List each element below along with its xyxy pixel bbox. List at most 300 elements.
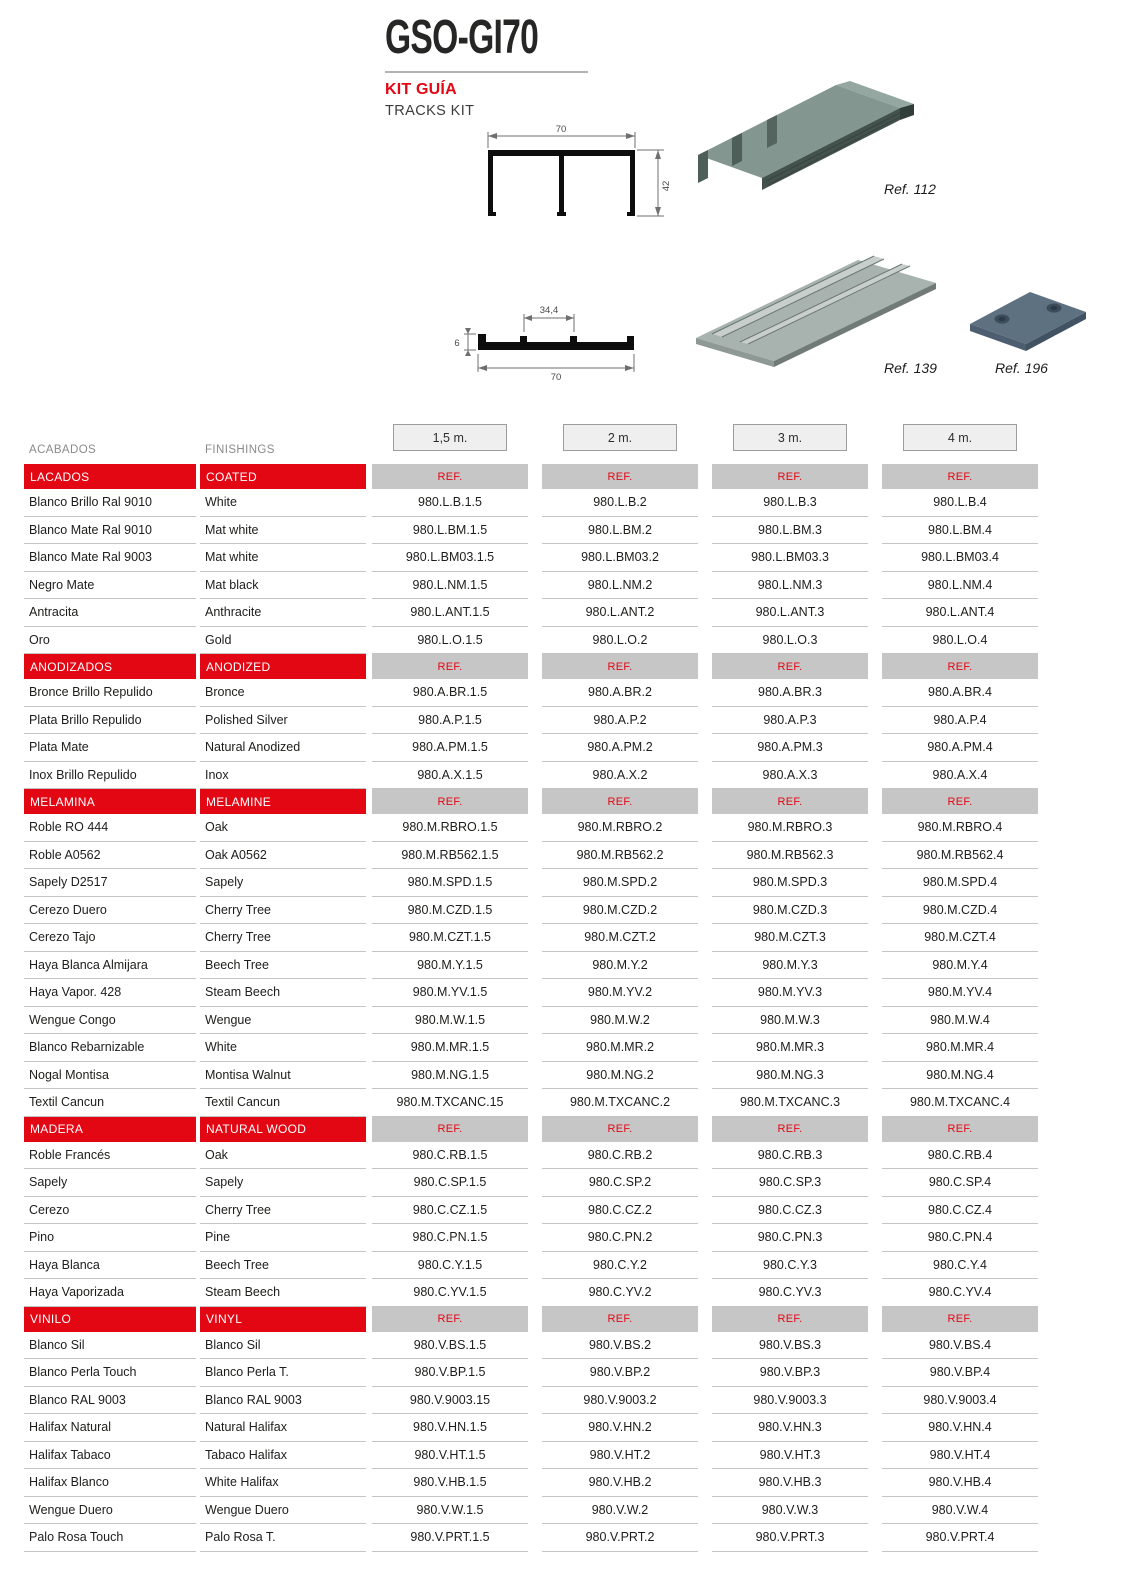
ref-column-header: REF. — [882, 464, 1038, 489]
ref-value: 980.C.PN.2 — [542, 1224, 698, 1252]
gap — [868, 489, 882, 517]
ref-value: 980.C.YV.3 — [712, 1279, 868, 1307]
ref-value: 980.V.9003.15 — [372, 1387, 528, 1415]
gap — [528, 572, 542, 600]
ref-value: 980.M.W.2 — [542, 1007, 698, 1035]
section-name-en: MELAMINE — [200, 789, 366, 814]
gap — [528, 1169, 542, 1197]
finish-name-en: Blanco Perla T. — [200, 1359, 366, 1387]
ref-value: 980.C.PN.3 — [712, 1224, 868, 1252]
ref-value: 980.M.CZT.4 — [882, 924, 1038, 952]
gap — [868, 627, 882, 655]
ref-value: 980.V.HB.2 — [542, 1469, 698, 1497]
dim-height: 6 — [454, 338, 460, 349]
finish-name-en: White — [200, 489, 366, 517]
gap — [868, 869, 882, 897]
ref-value: 980.M.Y.1.5 — [372, 952, 528, 980]
finish-row-negro-mate — [24, 572, 1038, 600]
page-title: GSO-GI70 — [385, 11, 539, 64]
dim-width-70: 70 — [555, 124, 567, 135]
gap — [528, 654, 542, 679]
gap — [528, 814, 542, 842]
finish-row-textil-cancun — [24, 1089, 1038, 1117]
finish-name-en: Gold — [200, 627, 366, 655]
finish-name-es: Halifax Natural — [24, 1414, 196, 1442]
finish-name-es: Nogal Montisa — [24, 1062, 196, 1090]
ref-value: 980.V.BP.1.5 — [372, 1359, 528, 1387]
ref-value: 980.C.Y.3 — [712, 1252, 868, 1280]
ref-value: 980.C.SP.4 — [882, 1169, 1038, 1197]
ref-value: 980.C.YV.4 — [882, 1279, 1038, 1307]
ref-column-header: REF. — [882, 654, 1038, 679]
gap — [698, 1197, 712, 1225]
gap — [528, 1442, 542, 1470]
finish-name-en: Oak — [200, 814, 366, 842]
gap — [528, 1142, 542, 1170]
gap — [868, 1497, 882, 1525]
ref-value: 980.M.SPD.4 — [882, 869, 1038, 897]
finish-name-es: Cerezo Tajo — [24, 924, 196, 952]
finish-name-es: Sapely — [24, 1169, 196, 1197]
gap — [528, 707, 542, 735]
ref-value: 980.V.PRT.2 — [542, 1524, 698, 1552]
ref-value: 980.M.NG.3 — [712, 1062, 868, 1090]
finish-name-es: Plata Mate — [24, 734, 196, 762]
ref-column-header: REF. — [542, 1307, 698, 1332]
gap — [698, 464, 712, 489]
gap — [868, 1252, 882, 1280]
ref-value: 980.C.RB.3 — [712, 1142, 868, 1170]
finish-row-pino — [24, 1224, 1038, 1252]
gap — [698, 679, 712, 707]
ref-value: 980.L.BM.2 — [542, 517, 698, 545]
gap — [868, 1524, 882, 1552]
gap — [698, 1224, 712, 1252]
gap — [528, 1414, 542, 1442]
gap — [528, 734, 542, 762]
gap — [528, 869, 542, 897]
subtitle-english: TRACKS KIT — [385, 103, 475, 119]
ref-value: 980.C.YV.2 — [542, 1279, 698, 1307]
gap — [698, 1524, 712, 1552]
ref-column-header: REF. — [372, 654, 528, 679]
ref-value: 980.C.SP.2 — [542, 1169, 698, 1197]
ref-value: 980.M.RB562.4 — [882, 842, 1038, 870]
ref-value: 980.L.ANT.1.5 — [372, 599, 528, 627]
ref-value: 980.L.BM.4 — [882, 517, 1038, 545]
finish-row-oro — [24, 627, 1038, 655]
gap — [868, 1359, 882, 1387]
render-label-ref-112: Ref. 112 — [884, 181, 936, 197]
finish-row-blanco-ral-9003 — [24, 1387, 1038, 1415]
ref-value: 980.A.X.1.5 — [372, 762, 528, 790]
finish-row-halifax-natural — [24, 1414, 1038, 1442]
ref-value: 980.V.9003.3 — [712, 1387, 868, 1415]
finish-name-en: Mat white — [200, 517, 366, 545]
gap — [528, 952, 542, 980]
ref-value: 980.V.BP.2 — [542, 1359, 698, 1387]
ref-value: 980.C.CZ.2 — [542, 1197, 698, 1225]
finish-name-en: Tabaco Halifax — [200, 1442, 366, 1470]
finish-name-en: Natural Anodized — [200, 734, 366, 762]
ref-value: 980.M.Y.2 — [542, 952, 698, 980]
ref-value: 980.L.BM03.3 — [712, 544, 868, 572]
ref-value: 980.M.TXCANC.15 — [372, 1089, 528, 1117]
ref-value: 980.V.BS.1.5 — [372, 1332, 528, 1360]
finish-name-en: Beech Tree — [200, 1252, 366, 1280]
ref-value: 980.V.HT.3 — [712, 1442, 868, 1470]
gap — [868, 1332, 882, 1360]
ref-column-header: REF. — [712, 789, 868, 814]
ref-column-header: REF. — [372, 1307, 528, 1332]
gap — [528, 1062, 542, 1090]
ref-value: 980.V.BP.4 — [882, 1359, 1038, 1387]
top-track-profile-drawing — [466, 120, 676, 230]
finish-name-en: Sapely — [200, 1169, 366, 1197]
gap — [528, 1387, 542, 1415]
title-divider — [385, 71, 588, 73]
finish-row-haya-blanca — [24, 1252, 1038, 1280]
gap — [698, 979, 712, 1007]
ref-value: 980.L.NM.3 — [712, 572, 868, 600]
gap — [528, 599, 542, 627]
finish-name-es: Halifax Tabaco — [24, 1442, 196, 1470]
ref-column-header: REF. — [542, 1117, 698, 1142]
ref-value: 980.M.CZD.4 — [882, 897, 1038, 925]
section-name-en: NATURAL WOOD — [200, 1117, 366, 1142]
finish-name-en: Pine — [200, 1224, 366, 1252]
finish-name-en: Oak A0562 — [200, 842, 366, 870]
ref-column-header: REF. — [542, 464, 698, 489]
finish-row-wengue-congo — [24, 1007, 1038, 1035]
ref-column-header: REF. — [882, 789, 1038, 814]
ref-value: 980.M.YV.2 — [542, 979, 698, 1007]
gap — [698, 517, 712, 545]
finish-name-es: Haya Vaporizada — [24, 1279, 196, 1307]
gap — [698, 707, 712, 735]
finish-row-inox-brillo-repulido — [24, 762, 1038, 790]
ref-column-header: REF. — [372, 1117, 528, 1142]
col-header-length-3m: 3 m. — [733, 424, 847, 451]
table-column-header-row — [24, 424, 1038, 464]
ref-value: 980.V.HN.4 — [882, 1414, 1038, 1442]
ref-value: 980.M.W.1.5 — [372, 1007, 528, 1035]
render-label-ref-139: Ref. 139 — [884, 360, 937, 376]
gap — [868, 599, 882, 627]
finish-row-roble-franc-s — [24, 1142, 1038, 1170]
ref-column-header: REF. — [542, 654, 698, 679]
finish-name-es: Oro — [24, 627, 196, 655]
render-plate-ref-196 — [958, 272, 1098, 357]
ref-value: 980.M.RB562.2 — [542, 842, 698, 870]
ref-value: 980.A.X.2 — [542, 762, 698, 790]
section-header-vinyl — [24, 1307, 1038, 1332]
gap — [528, 762, 542, 790]
ref-value: 980.M.TXCANC.3 — [712, 1089, 868, 1117]
gap — [698, 1359, 712, 1387]
finish-name-en: Bronce — [200, 679, 366, 707]
gap — [698, 1497, 712, 1525]
ref-value: 980.M.SPD.2 — [542, 869, 698, 897]
finish-name-en: White Halifax — [200, 1469, 366, 1497]
finish-name-es: Inox Brillo Repulido — [24, 762, 196, 790]
gap — [698, 1387, 712, 1415]
ref-column-header: REF. — [712, 464, 868, 489]
finish-name-es: Wengue Duero — [24, 1497, 196, 1525]
gap — [698, 544, 712, 572]
gap — [698, 1332, 712, 1360]
finish-name-es: Negro Mate — [24, 572, 196, 600]
section-name-en: COATED — [200, 464, 366, 489]
ref-value: 980.L.NM.2 — [542, 572, 698, 600]
finish-row-sapely-d2517 — [24, 869, 1038, 897]
ref-value: 980.M.MR.1.5 — [372, 1034, 528, 1062]
gap — [868, 654, 882, 679]
finish-row-blanco-mate-ral-9010 — [24, 517, 1038, 545]
finish-row-halifax-tabaco — [24, 1442, 1038, 1470]
ref-value: 980.V.W.2 — [542, 1497, 698, 1525]
finish-name-en: Anthracite — [200, 599, 366, 627]
gap — [528, 924, 542, 952]
finish-name-es: Blanco Mate Ral 9010 — [24, 517, 196, 545]
ref-value: 980.M.W.4 — [882, 1007, 1038, 1035]
ref-value: 980.V.PRT.3 — [712, 1524, 868, 1552]
finish-name-en: Wengue — [200, 1007, 366, 1035]
ref-value: 980.A.P.2 — [542, 707, 698, 735]
finish-name-es: Blanco Perla Touch — [24, 1359, 196, 1387]
ref-value: 980.L.B.4 — [882, 489, 1038, 517]
ref-value: 980.L.B.1.5 — [372, 489, 528, 517]
ref-value: 980.M.SPD.1.5 — [372, 869, 528, 897]
ref-value: 980.C.Y.2 — [542, 1252, 698, 1280]
gap — [698, 762, 712, 790]
section-header-anodized — [24, 654, 1038, 679]
gap — [698, 897, 712, 925]
ref-value: 980.L.O.4 — [882, 627, 1038, 655]
gap — [528, 1117, 542, 1142]
finish-name-es: Palo Rosa Touch — [24, 1524, 196, 1552]
gap — [868, 544, 882, 572]
gap — [698, 1169, 712, 1197]
finish-name-en: Cherry Tree — [200, 897, 366, 925]
ref-value: 980.V.HT.4 — [882, 1442, 1038, 1470]
ref-value: 980.C.SP.3 — [712, 1169, 868, 1197]
gap — [698, 1279, 712, 1307]
gap — [698, 924, 712, 952]
ref-column-header: REF. — [712, 654, 868, 679]
ref-value: 980.V.HT.2 — [542, 1442, 698, 1470]
ref-value: 980.V.W.3 — [712, 1497, 868, 1525]
gap — [698, 424, 712, 464]
gap — [868, 924, 882, 952]
gap — [528, 897, 542, 925]
ref-value: 980.L.ANT.4 — [882, 599, 1038, 627]
ref-value: 980.A.P.3 — [712, 707, 868, 735]
gap — [868, 1142, 882, 1170]
ref-value: 980.V.HB.1.5 — [372, 1469, 528, 1497]
finish-name-es: Textil Cancun — [24, 1089, 196, 1117]
ref-value: 980.M.CZD.2 — [542, 897, 698, 925]
gap — [698, 1062, 712, 1090]
ref-value: 980.L.BM03.2 — [542, 544, 698, 572]
ref-value: 980.M.MR.3 — [712, 1034, 868, 1062]
ref-value: 980.V.HB.3 — [712, 1469, 868, 1497]
ref-value: 980.M.RBRO.2 — [542, 814, 698, 842]
finish-name-es: Blanco Sil — [24, 1332, 196, 1360]
gap — [868, 1224, 882, 1252]
gap — [698, 654, 712, 679]
render-bottom-track-ref-139 — [688, 246, 943, 371]
ref-value: 980.M.SPD.3 — [712, 869, 868, 897]
gap — [698, 952, 712, 980]
ref-value: 980.V.HN.2 — [542, 1414, 698, 1442]
table-rows — [24, 464, 1038, 1552]
gap — [698, 1414, 712, 1442]
ref-value: 980.C.YV.1.5 — [372, 1279, 528, 1307]
finish-name-es: Haya Blanca Almijara — [24, 952, 196, 980]
ref-value: 980.M.TXCANC.2 — [542, 1089, 698, 1117]
ref-value: 980.L.NM.4 — [882, 572, 1038, 600]
col-header-length-4m: 4 m. — [903, 424, 1017, 451]
ref-value: 980.M.RB562.1.5 — [372, 842, 528, 870]
gap — [528, 489, 542, 517]
ref-value: 980.C.RB.1.5 — [372, 1142, 528, 1170]
gap — [868, 1089, 882, 1117]
finish-row-blanco-sil — [24, 1332, 1038, 1360]
finish-name-es: Haya Vapor. 428 — [24, 979, 196, 1007]
ref-column-header: REF. — [542, 789, 698, 814]
gap — [868, 707, 882, 735]
ref-value: 980.M.RBRO.1.5 — [372, 814, 528, 842]
gap — [528, 1469, 542, 1497]
ref-column-header: REF. — [882, 1307, 1038, 1332]
section-name-es: LACADOS — [24, 464, 196, 489]
ref-value: 980.A.BR.3 — [712, 679, 868, 707]
gap — [868, 1414, 882, 1442]
gap — [528, 1279, 542, 1307]
ref-value: 980.M.RBRO.4 — [882, 814, 1038, 842]
gap — [528, 842, 542, 870]
gap — [528, 1197, 542, 1225]
ref-value: 980.C.CZ.4 — [882, 1197, 1038, 1225]
finish-row-palo-rosa-touch — [24, 1524, 1038, 1552]
ref-column-header: REF. — [882, 1117, 1038, 1142]
ref-value: 980.M.Y.4 — [882, 952, 1038, 980]
header-block — [385, 12, 604, 65]
finish-name-en: Inox — [200, 762, 366, 790]
gap — [868, 1197, 882, 1225]
finish-row-cerezo-tajo — [24, 924, 1038, 952]
gap — [698, 734, 712, 762]
gap — [868, 1169, 882, 1197]
finish-name-es: Blanco Mate Ral 9003 — [24, 544, 196, 572]
gap — [528, 1524, 542, 1552]
ref-value: 980.A.PM.3 — [712, 734, 868, 762]
col-header-length-1-5m: 1,5 m. — [393, 424, 507, 451]
ref-value: 980.L.ANT.3 — [712, 599, 868, 627]
finish-name-en: Steam Beech — [200, 1279, 366, 1307]
finish-name-en: Blanco RAL 9003 — [200, 1387, 366, 1415]
finish-row-antracita — [24, 599, 1038, 627]
gap — [868, 1442, 882, 1470]
gap — [868, 842, 882, 870]
ref-value: 980.V.PRT.4 — [882, 1524, 1038, 1552]
ref-value: 980.A.PM.1.5 — [372, 734, 528, 762]
finish-row-sapely — [24, 1169, 1038, 1197]
section-name-es: MADERA — [24, 1117, 196, 1142]
finish-name-es: Plata Brillo Repulido — [24, 707, 196, 735]
ref-value: 980.M.YV.4 — [882, 979, 1038, 1007]
gap — [868, 1062, 882, 1090]
finish-name-es: Blanco Brillo Ral 9010 — [24, 489, 196, 517]
subtitle-spanish: KIT GUÍA — [385, 81, 457, 98]
gap — [868, 762, 882, 790]
ref-value: 980.M.NG.1.5 — [372, 1062, 528, 1090]
ref-value: 980.V.PRT.1.5 — [372, 1524, 528, 1552]
finish-row-nogal-montisa — [24, 1062, 1038, 1090]
gap — [528, 1034, 542, 1062]
ref-value: 980.M.CZT.1.5 — [372, 924, 528, 952]
section-name-es: MELAMINA — [24, 789, 196, 814]
gap — [528, 789, 542, 814]
dim-inner-width: 34,4 — [539, 305, 559, 316]
ref-value: 980.M.NG.4 — [882, 1062, 1038, 1090]
gap — [868, 424, 882, 464]
col-header-finishings: FINISHINGS — [205, 444, 275, 456]
finish-row-halifax-blanco — [24, 1469, 1038, 1497]
ref-value: 980.V.W.4 — [882, 1497, 1038, 1525]
finish-name-en: Natural Halifax — [200, 1414, 366, 1442]
section-header-melamine — [24, 789, 1038, 814]
finish-name-en: Sapely — [200, 869, 366, 897]
ref-value: 980.A.BR.2 — [542, 679, 698, 707]
finish-name-en: White — [200, 1034, 366, 1062]
dim-height-42: 42 — [661, 180, 672, 192]
finish-row-cerezo — [24, 1197, 1038, 1225]
section-name-en: ANODIZED — [200, 654, 366, 679]
gap — [528, 1089, 542, 1117]
gap — [868, 789, 882, 814]
gap — [528, 1007, 542, 1035]
finish-name-en: Montisa Walnut — [200, 1062, 366, 1090]
ref-value: 980.C.CZ.3 — [712, 1197, 868, 1225]
ref-value: 980.V.W.1.5 — [372, 1497, 528, 1525]
ref-value: 980.M.RBRO.3 — [712, 814, 868, 842]
ref-value: 980.M.MR.4 — [882, 1034, 1038, 1062]
ref-value: 980.C.Y.4 — [882, 1252, 1038, 1280]
gap — [528, 627, 542, 655]
col-header-length-2m: 2 m. — [563, 424, 677, 451]
finish-name-es: Blanco Rebarnizable — [24, 1034, 196, 1062]
ref-column-header: REF. — [712, 1117, 868, 1142]
ref-value: 980.M.RB562.3 — [712, 842, 868, 870]
gap — [698, 1007, 712, 1035]
finish-name-es: Halifax Blanco — [24, 1469, 196, 1497]
ref-value: 980.A.BR.4 — [882, 679, 1038, 707]
ref-value: 980.M.Y.3 — [712, 952, 868, 980]
finish-row-haya-vapor-428 — [24, 979, 1038, 1007]
ref-value: 980.L.O.3 — [712, 627, 868, 655]
gap — [528, 544, 542, 572]
gap — [698, 599, 712, 627]
ref-value: 980.L.BM.1.5 — [372, 517, 528, 545]
gap — [868, 679, 882, 707]
gap — [868, 734, 882, 762]
ref-value: 980.L.ANT.2 — [542, 599, 698, 627]
ref-value: 980.V.9003.4 — [882, 1387, 1038, 1415]
ref-value: 980.V.HN.3 — [712, 1414, 868, 1442]
gap — [868, 1034, 882, 1062]
